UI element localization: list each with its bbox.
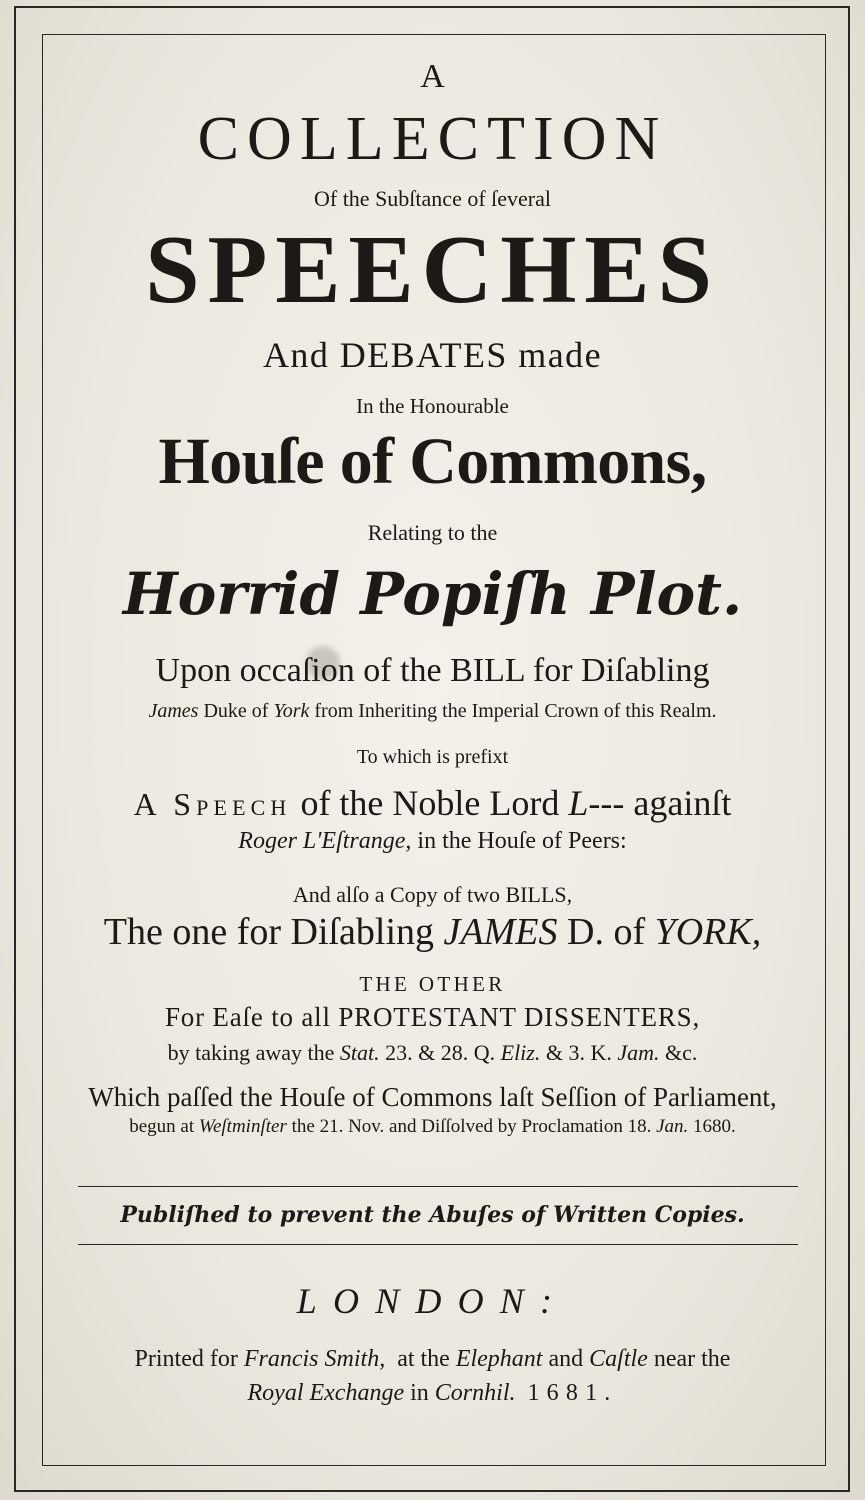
line-also-copy: And alſo a Copy of two BILLS,	[292, 882, 573, 907]
line-published: Publiſhed to prevent the Abuſes of Written Copies.	[120, 1202, 745, 1228]
place-westminster: Weſtminſter	[198, 1116, 287, 1137]
text-of-the-noble-lord: of the Noble Lord	[300, 783, 560, 823]
text-taking-away: by taking away the	[167, 1040, 335, 1065]
text-a-speech: A Speech	[133, 786, 292, 822]
subtitle-honourable: In the Honourable	[356, 394, 509, 418]
text-dissolved: the 21. Nov. and Diſſolved by Proclamation 18.	[291, 1116, 652, 1137]
line-occasion: Upon occaſion of the BILL for Diſabling	[155, 652, 710, 689]
text-at-the: at the	[397, 1346, 450, 1372]
text-house-of-peers: in the Houſe of Peers:	[417, 828, 627, 854]
place-cornhil: Cornhil.	[434, 1380, 516, 1406]
text-eliz: Eliz.	[500, 1040, 541, 1065]
line-prefixt: To which is prefixt	[356, 746, 509, 768]
sign-elephant: Elephant	[455, 1346, 543, 1372]
name-york-caps: YORK,	[654, 911, 762, 953]
text-jam: Jam.	[617, 1040, 660, 1065]
text-d-of: D. of	[567, 911, 646, 953]
line-royal-exchange	[0, 1380, 865, 1407]
text-year-1681: 1681.	[527, 1380, 618, 1406]
line-begun	[0, 1116, 865, 1138]
text-against: againſt	[633, 783, 732, 823]
text-etc: &c.	[665, 1040, 698, 1065]
subtitle-relating: Relating to the	[367, 520, 498, 545]
line-speech-noble-lord	[0, 782, 865, 824]
line-statutes	[0, 1040, 865, 1066]
line-one-for-disabling	[0, 910, 865, 954]
text-printed-for: Printed for	[134, 1346, 238, 1372]
name-james-caps: JAMES	[443, 911, 558, 953]
text-lord-initial: L---	[568, 783, 625, 823]
rule-bottom	[78, 1244, 798, 1245]
line-james-duke	[0, 700, 865, 723]
name-york: York	[273, 700, 310, 722]
name-francis-smith: Francis Smith,	[243, 1346, 386, 1372]
text-year-1680: 1680.	[693, 1116, 736, 1137]
text-in: in	[410, 1380, 429, 1406]
line-the-other: THE OTHER	[359, 972, 506, 996]
text-inheriting: from Inheriting the Imperial Crown of this Realm.	[314, 700, 717, 722]
sign-castle: Caſtle	[589, 1346, 648, 1372]
text-k: & 3. K.	[545, 1040, 612, 1065]
subtitle-substance: Of the Subſtance of ſeveral	[313, 186, 551, 211]
text-one-for-disabling: The one for Diſabling	[103, 911, 435, 953]
title-speeches: SPEECHES	[145, 216, 720, 324]
line-roger	[0, 828, 865, 855]
title-house-of-commons: Houſe of Commons,	[158, 425, 707, 498]
name-roger-lestrange: Roger L'Eſtrange,	[238, 828, 412, 854]
imprint-london: LONDON:	[296, 1281, 569, 1321]
rule-top	[78, 1186, 798, 1187]
title-collection: COLLECTION	[197, 105, 668, 173]
text-duke-of: Duke of	[203, 700, 269, 722]
place-royal-exchange: Royal Exchange	[247, 1380, 405, 1406]
title-popish-plot: Horrid Popiſh Plot.	[122, 560, 743, 628]
name-james: James	[148, 700, 199, 722]
line-passed: Which paſſed the Houſe of Commons laſt Seſſion of Parliament,	[88, 1082, 777, 1112]
text-begun-at: begun at	[129, 1116, 195, 1137]
text-near-the: near the	[653, 1346, 731, 1372]
subtitle-debates: And DEBATES made	[262, 335, 602, 375]
title-article: A	[420, 58, 445, 95]
text-jan: Jan.	[656, 1116, 689, 1137]
text-stat: Stat.	[339, 1040, 380, 1065]
line-ease-dissenters: For Eaſe to all PROTESTANT DISSENTERS,	[164, 1002, 701, 1032]
text-stat-numbers: 23. & 28. Q.	[385, 1040, 496, 1065]
text-and: and	[548, 1346, 584, 1372]
line-printed-for	[0, 1346, 865, 1373]
